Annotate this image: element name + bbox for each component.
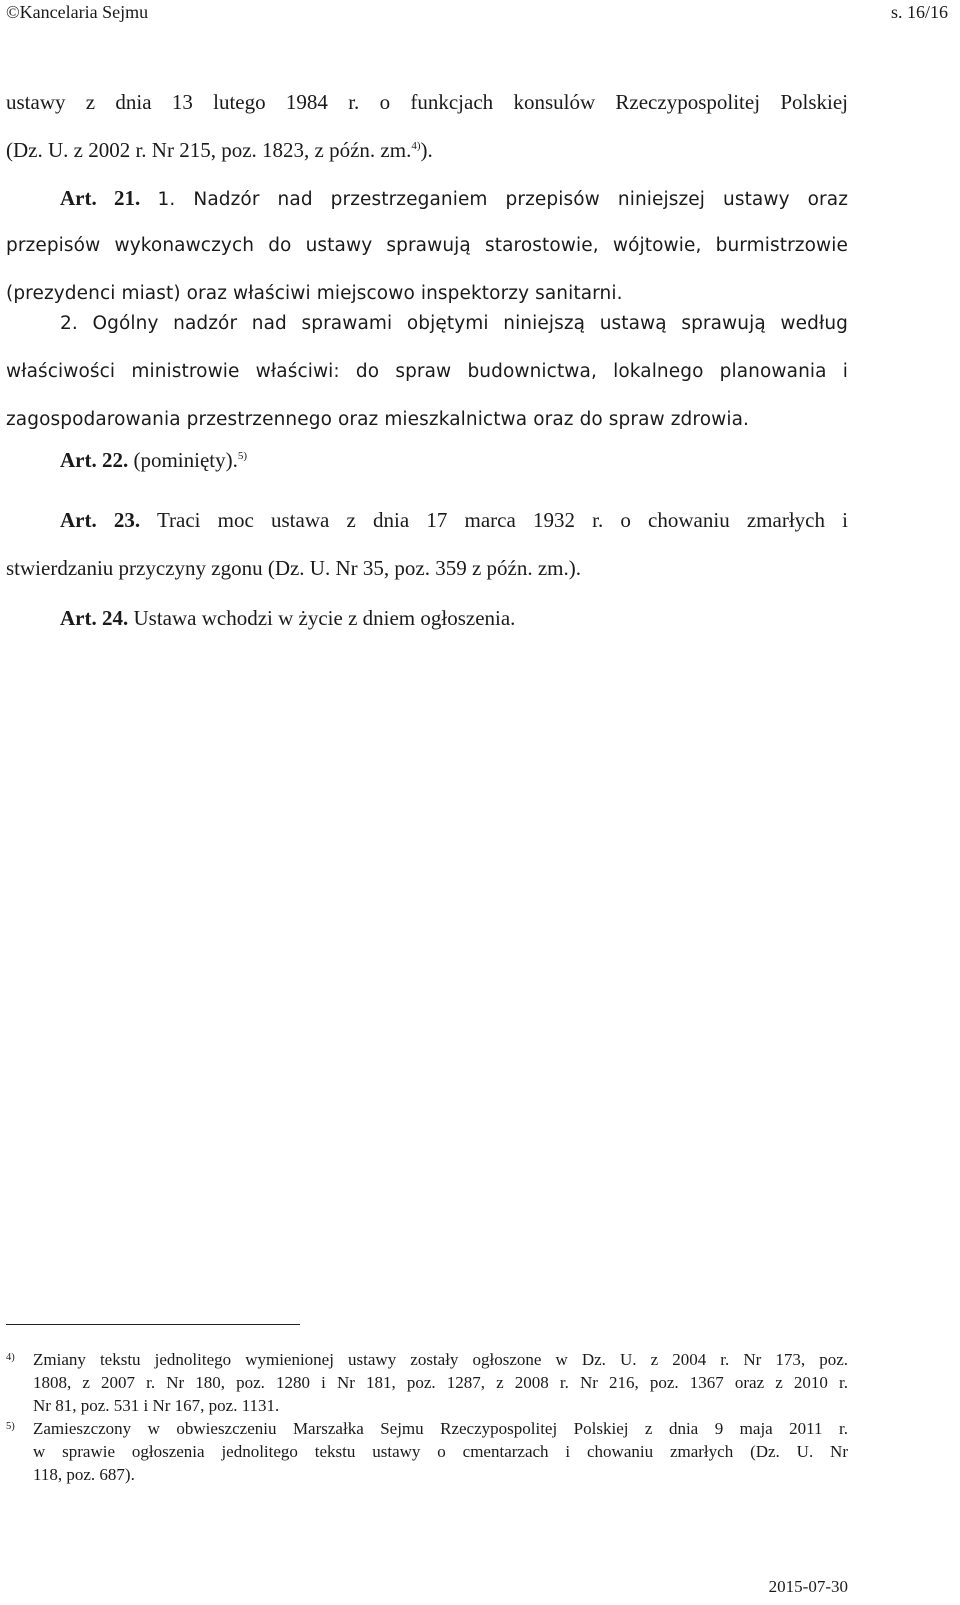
text-line [6,594,848,642]
article-label: Art. 23. [60,508,141,532]
text-span: Traci moc ustawa z dnia 17 marca 1932 r. o chowaniu zmarłych i [156,508,848,532]
text-span: (Dz. U. z 2002 r. Nr 215, poz. 1823, z późn. zm. [6,138,412,162]
text-span: ). [420,138,433,162]
footnote-mark: 5) [6,1421,15,1432]
article-22 [6,436,848,484]
text-span: (pominięty). [133,448,238,472]
text-line: przepisów wykonawczych do ustawy sprawują starostowie, wójtowie, burmistrzowie [6,235,848,256]
text-line: właściwości ministrowie właściwi: do spraw budownictwa, lokalnego planowania i [6,361,848,382]
text-span: Ustawa wchodzi w życie z dniem ogłoszenia. [133,606,516,630]
footnote-line: 1808, z 2007 r. Nr 180, poz. 1280 i Nr 181, poz. 1287, z 2008 r. Nr 216, poz. 1367 oraz z 2010 r. [33,1373,848,1392]
article-label: Art. 21. [60,186,141,210]
article-23 [6,496,848,592]
text-line [6,436,848,484]
article-21 [6,174,848,318]
footnote-mark: 4) [6,1352,15,1363]
footnote-line: Zmiany tekstu jednolitego wymienionej ustawy zostały ogłoszone w Dz. U. z 2004 r. Nr 173, poz. [33,1350,848,1369]
article-24 [6,594,848,642]
article-label: Art. 22. [60,448,129,472]
document-date: 2015-07-30 [768,1577,848,1596]
footnote-ref: 5) [237,450,248,462]
footnote-line: w sprawie ogłoszenia jednolitego tekstu ustawy o cmentarzach i chowaniu zmarłych (Dz. U. Nr [33,1442,848,1461]
page-header [6,0,948,24]
footnote-5 [6,1417,848,1486]
text-line [6,174,848,222]
text-line: ustawy z dnia 13 lutego 1984 r. o funkcjach konsulów Rzeczypospolitej Polskiej [6,90,848,114]
text-line: 2. Ogólny nadzór nad sprawami objętymi niniejszą ustawą sprawują według [60,313,848,334]
article-21-section-2 [6,300,848,444]
footnote-ref: 4) [411,140,421,152]
text-span: 1. Nadzór nad przestrzeganiem przepisów niniejszej ustawy oraz [157,189,849,210]
text-line [6,126,848,174]
article-label: Art. 24. [60,606,129,630]
footnote-4 [6,1348,848,1417]
page-number: s. 16/16 [890,2,948,22]
footnote-line: 118, poz. 687). [33,1465,135,1484]
copyright-text: ©Kancelaria Sejmu [6,2,149,22]
text-line [6,496,848,544]
footnotes [6,1348,848,1486]
footnote-line: Nr 81, poz. 531 i Nr 167, poz. 1131. [33,1396,280,1415]
paragraph-intro [6,78,848,174]
footnote-divider [6,1324,300,1325]
text-line: stwierdzaniu przyczyny zgonu (Dz. U. Nr 35, poz. 359 z późn. zm.). [6,556,581,580]
footnote-line: Zamieszczony w obwieszczeniu Marszałka Sejmu Rzeczypospolitej Polskiej z dnia 9 maja 2011 r. [33,1419,848,1438]
text-line: zagospodarowania przestrzennego oraz mieszkalnictwa oraz do spraw zdrowia. [6,409,750,430]
text-line: (prezydenci miast) oraz właściwi miejscowo inspektorzy sanitarni. [6,283,623,304]
